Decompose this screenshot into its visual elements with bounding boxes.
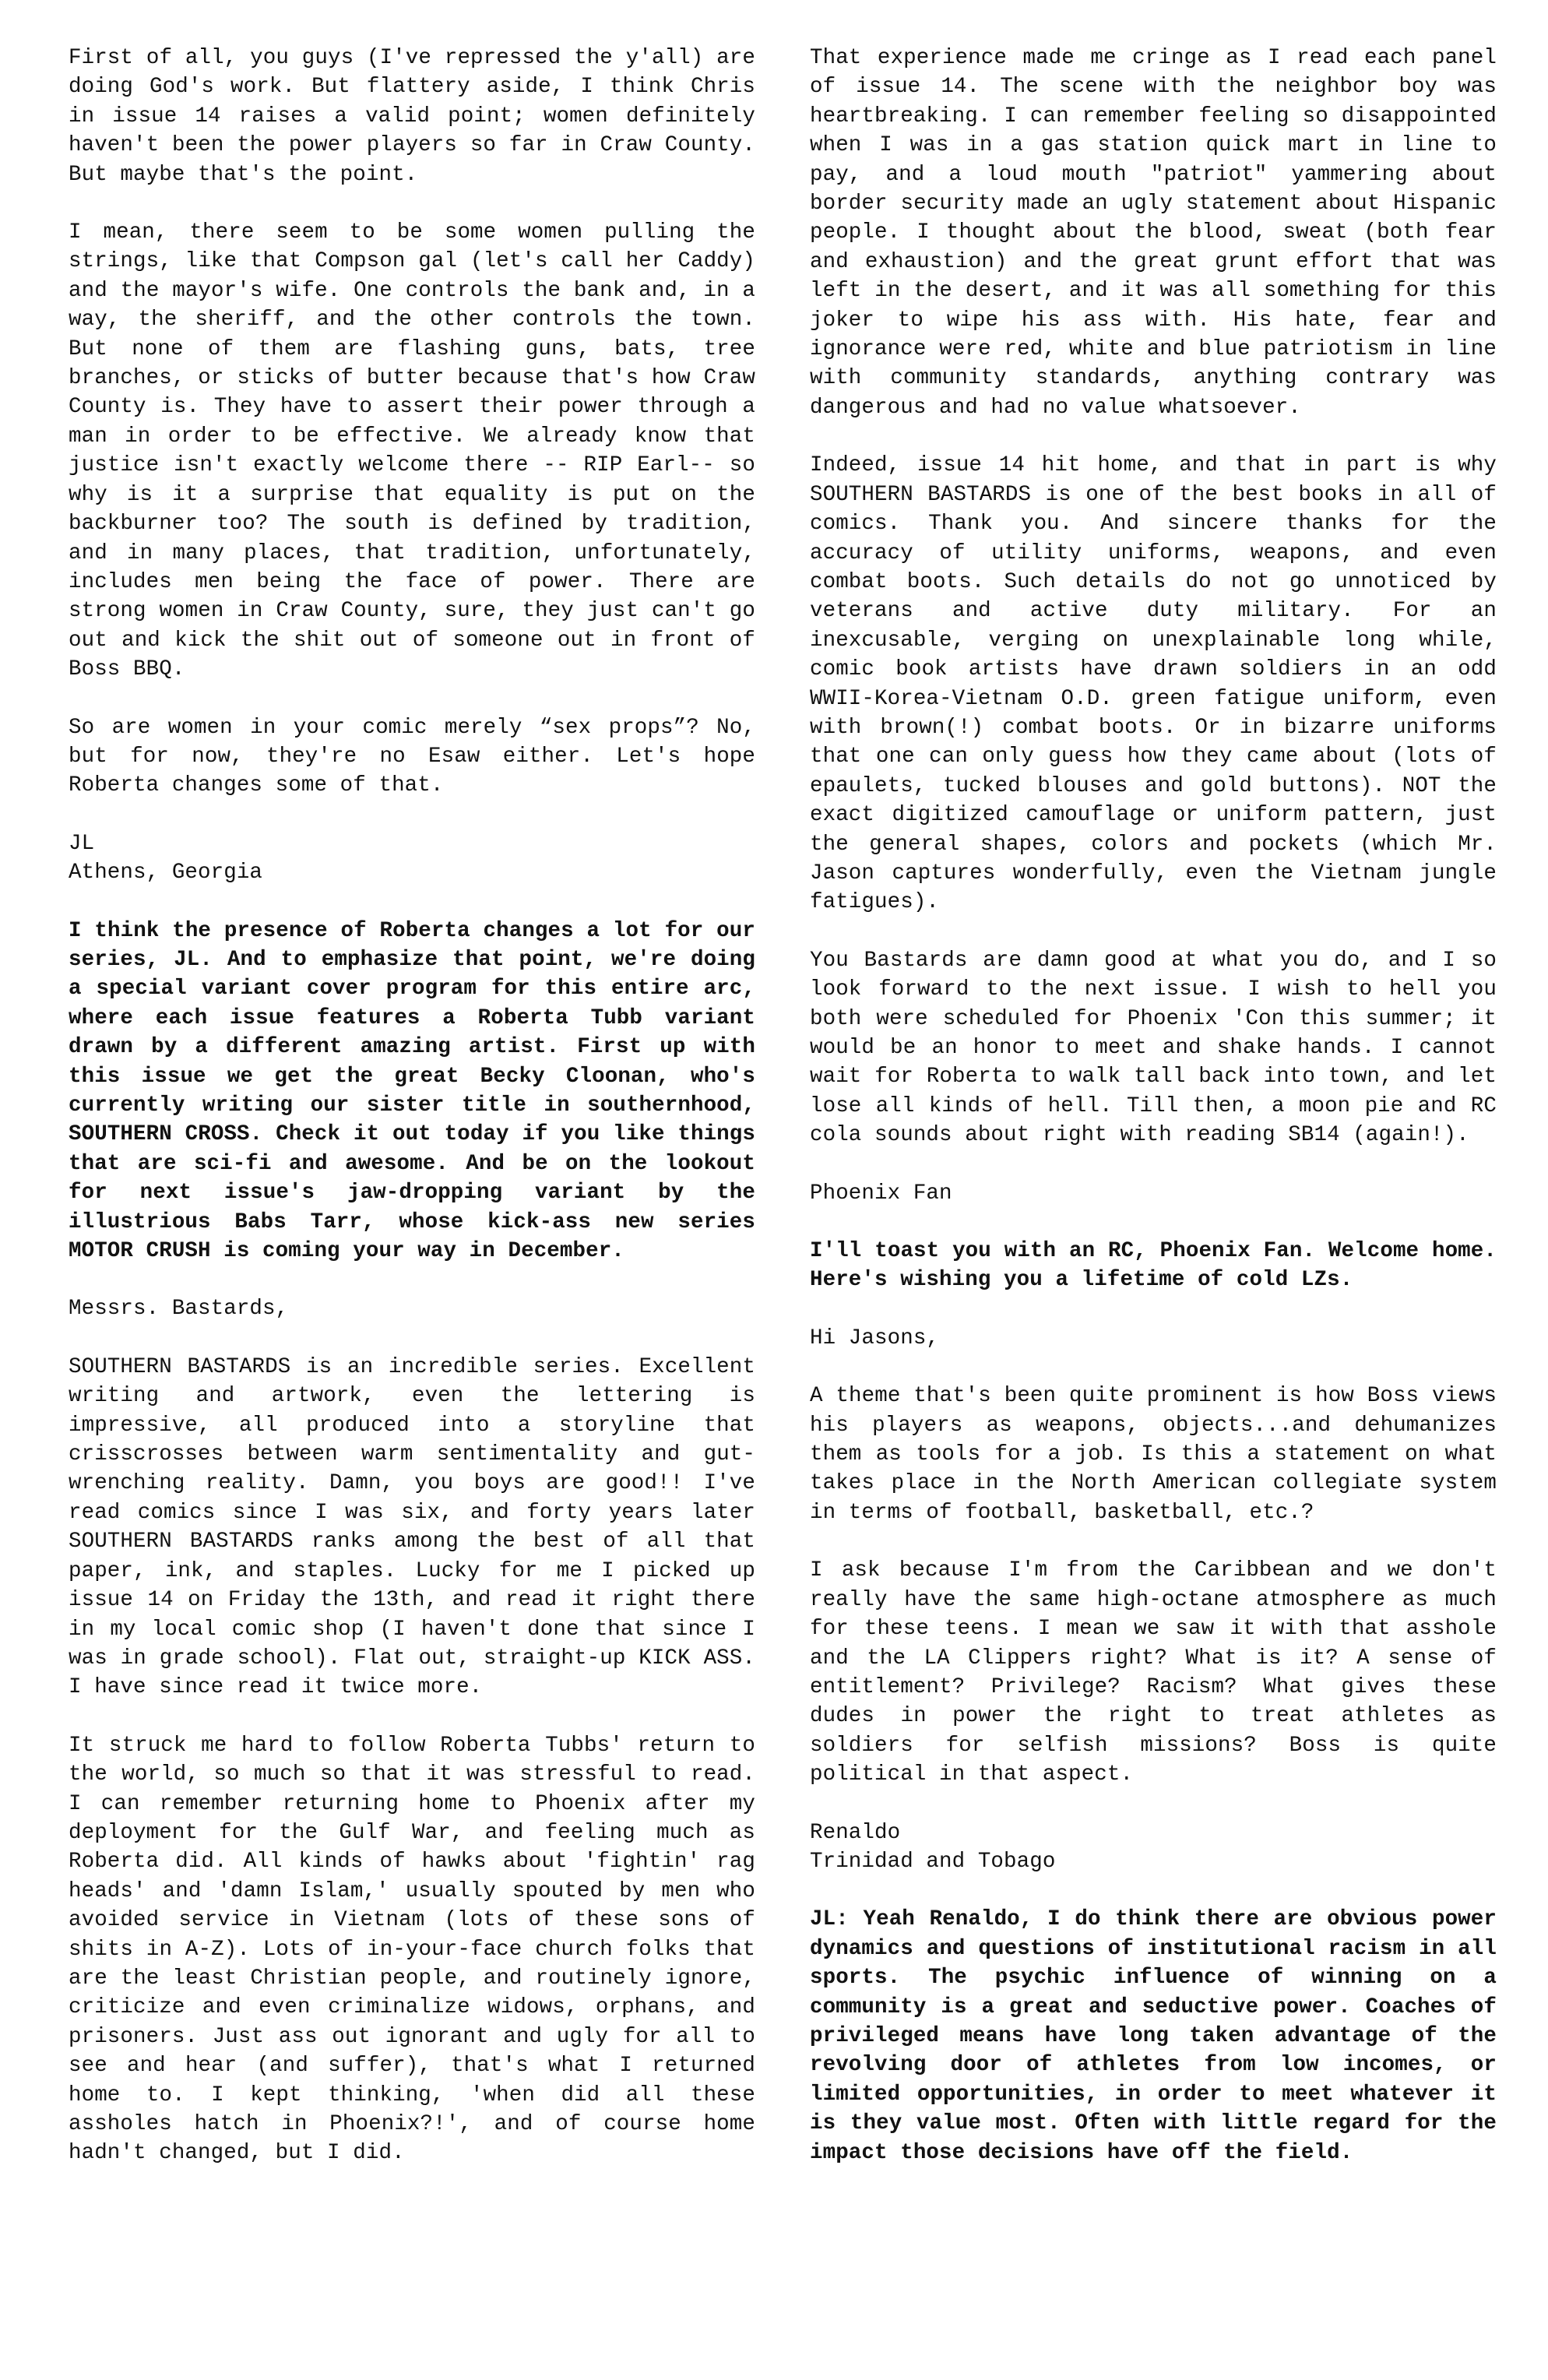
letter-paragraph: You Bastards are damn good at what you do, and I so look forward to the next issue. I wish to hell you both were scheduled for Phoenix 'Con this summer; it would be an honor to meet and shake hands. I cannot wait for Roberta to walk tall back into town, and let lose all kinds of hell. Till then, a moon pie and RC cola sounds about right with reading SB14 (again!). xyxy=(810,948,1497,1148)
letter-paragraph: It struck me hard to follow Roberta Tubbs' return to the world, so much so that it was stressful to read. I can remember returning home to Phoenix after my deployment for the Gulf War, and feeling much as Roberta did. All kinds of hawks about 'fightin' rag heads' and 'damn Islam,' usually spouted by men who avoided service in Vietnam (lots of these sons of shits in A-Z). Lots of in-your-face church folks that are the least Christian people, and routinely ignore, criticize and even criminalize widows, orphans, and prisoners. Just ass out ignorant and ugly for all to see and hear (and suffer), that's what I returned home to. I kept thinking, 'when did all these assholes hatch in Phoenix?!', and of course home hadn't changed, but I did. xyxy=(69,1733,755,2166)
right-column xyxy=(810,44,1497,2380)
letter-signature xyxy=(810,1818,1497,1877)
left-column xyxy=(69,44,755,2380)
letter-paragraph: Indeed, issue 14 hit home, and that in part is why SOUTHERN BASTARDS is one of the best books in all of comics. Thank you. And sincere thanks for the accuracy of utility uniforms, weapons, and even combat boots. Such details do not go unnoticed by veterans and active duty military. For an inexcusable, verging on unexplainable long while, comic book artists have drawn soldiers in an odd WWII-Korea-Vietnam O.D. green fatigue uniform, even with brown(!) combat boots. Or in bizarre uniforms that one can only guess how they came about (lots of epaulets, tucked blouses and gold buttons). NOT the exact digitized camouflage or uniform pattern, just the general shapes, colors and pockets (which Mr. Jason captures wonderfully, even the Vietnam jungle fatigues). xyxy=(810,453,1497,915)
letter-paragraph: That experience made me cringe as I read each panel of issue 14. The scene with the neighbor boy was heartbreaking. I can remember feeling so disappointed when I was in a gas station quick mart in line to pay, and a loud mouth "patriot" yammering about border security made an ugly statement about Hispanic people. I thought about the blood, sweat (both fear and exhaustion) and the great grunt effort that was left in the desert, and it was all something for this joker to wipe his ass with. His hate, fear and ignorance were red, white and blue patriotism in line with community standards, anything contrary was dangerous and had no value whatsoever. xyxy=(810,46,1497,420)
editor-reply: I'll toast you with an RC, Phoenix Fan. Welcome home. Here's wishing you a lifetime of cold LZs. xyxy=(810,1239,1497,1293)
letter-salutation: Messrs. Bastards, xyxy=(69,1297,289,1322)
signature-name: Phoenix Fan xyxy=(810,1181,952,1206)
signature-name: Renaldo xyxy=(810,1820,901,1845)
letter-paragraph: First of all, you guys (I've repressed the y'all) are doing God's work. But flattery aside, I think Chris in issue 14 raises a valid point; women definitely haven't been the power players so far in Craw County. But maybe that's the point. xyxy=(69,46,755,187)
signature-name: JL xyxy=(69,831,95,856)
letter-signature xyxy=(69,829,755,888)
editor-reply: JL: Yeah Renaldo, I do think there are obvious power dynamics and questions of institutional racism in all sports. The psychic influence of winning on a community is a great and seductive power. Coaches of privileged means have long taken advantage of the revolving door of athletes from low incomes, or limited opportunities, in order to meet whatever it is they value most. Often with little regard for the impact those decisions have off the field. xyxy=(810,1907,1497,2165)
signature-place: Trinidad and Tobago xyxy=(810,1849,1056,1874)
letter-signature xyxy=(810,1179,1497,1208)
letter-paragraph: I ask because I'm from the Caribbean and we don't really have the same high-octane atmosphere as much for these teens. I mean we saw it with that asshole and the LA Clippers right? What is it? A sense of entitlement? Privilege? Racism? What gives these dudes in power the right to treat athletes as soldiers for selfish missions? Boss is quite political in that aspect. xyxy=(810,1558,1497,1787)
letter-paragraph: So are women in your comic merely “sex props”? No, but for now, they're no Esaw either. Let's hope Roberta changes some of that. xyxy=(69,715,755,798)
editor-reply: I think the presence of Roberta changes a lot for our series, JL. And to emphasize that point, we're doing a special variant cover program for this entire arc, where each issue features a Roberta Tubb variant drawn by a different amazing artist. First up with this issue we get the great Becky Cloonan, who's currently writing our sister title in southernhood, SOUTHERN CROSS. Check it out today if you like things that are sci-fi and awesome. And be on the lookout for next issue's jaw-dropping variant by the illustrious Babs Tarr, whose kick-ass new series MOTOR CRUSH is coming your way in December. xyxy=(69,918,755,1264)
letter-salutation: Hi Jasons, xyxy=(810,1326,940,1350)
letter-paragraph: A theme that's been quite prominent is how Boss views his players as weapons, objects...and dehumanizes them as tools for a job. Is this a statement on what takes place in the North American collegiate system in terms of football, basketball, etc.? xyxy=(810,1384,1497,1525)
letter-paragraph: I mean, there seem to be some women pulling the strings, like that Compson gal (let's call her Caddy) and the mayor's wife. One controls the bank and, in a way, the sheriff, and the other controls the town. But none of them are flashing guns, bats, tree branches, or sticks of butter because that's how Craw County is. They have to assert their power through a man in order to be effective. We already know that justice isn't exactly welcome there -- RIP Earl-- so why is it a surprise that equality is put on the backburner too? The south is defined by tradition, and in many places, that tradition, unfortunately, includes men being the face of power. There are strong women in Craw County, sure, they just can't go out and kick the shit out of someone out in front of Boss BBQ. xyxy=(69,220,755,682)
letter-paragraph: SOUTHERN BASTARDS is an incredible series. Excellent writing and artwork, even the lettering is impressive, all produced into a storyline that crisscrosses between warm sentimentality and gut-wrenching reality. Damn, you boys are good!! I've read comics since I was six, and forty years later SOUTHERN BASTARDS ranks among the best of all that paper, ink, and staples. Lucky for me I picked up issue 14 on Friday the 13th, and read it right there in my local comic shop (I haven't done that since I was in grade school). Flat out, straight-up KICK ASS. I have since read it twice more. xyxy=(69,1354,755,1700)
signature-place: Athens, Georgia xyxy=(69,861,263,885)
